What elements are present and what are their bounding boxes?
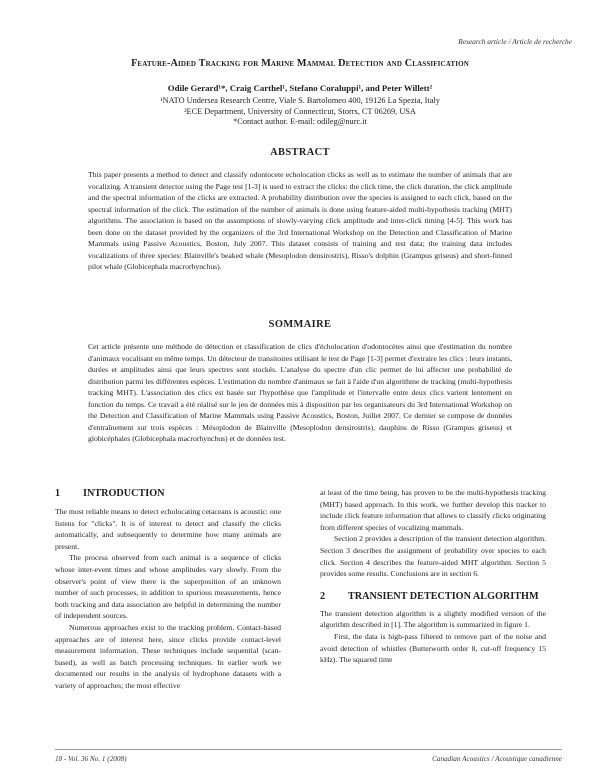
abstract-heading: ABSTRACT [270,147,330,158]
footer-volume: 18 - Vol. 36 No. 1 (2008) [55,755,127,763]
section2-paragraph-1: The transient detection algorithm is a slightly modified version of the algorithm described in [1]. The algorithm is summarized in figure 1. [320,608,546,630]
intro-paragraph-2: The process observed from each animal is a sequence of clicks whose inter-event times and whose amplitudes vary slowly. From the observer's point of view there is the superposition of an unknown number of such processes, in addition to spurious measurements, hence both tracking and data association are helpful in determining the number of independent sources. [55,553,281,621]
intro-number: 1 [55,488,61,499]
right-column [320,487,546,666]
sommaire-heading: SOMMAIRE [268,319,332,330]
intro-continued-paragraph: at least of the time being, has proven to be the multi-hypothesis tracking (MHT) based approach. In this work, we further develop this tracker to include click feature information that allows to classify clicks originating from different species of vocalizing mammals. [320,488,546,532]
section2-paragraph-2: First, the data is high-pass filtered to remove part of the noise and avoid detection of whistles (Butterworth order 8, cut-off frequency 15 kHz). The squared time [320,631,546,665]
contact-author-email[interactable]: *Contact author. E-mail: odileg@nurc.it [233,117,367,126]
section2-title: TRANSIENT DETECTION ALGORITHM [348,590,539,602]
abstract-text: This paper presents a method to detect and classify odontocete echolocation clicks as well as to estimate the number of animals that are vocalizing. A transient detector using the Page test [1-3] is used to extract the clicks: the click time, the click duration, the click amplitude and the spectral information of the clicks are extracted. A probability distribution over the species is assigned to each click, based on the spectral information of the click. The estimation of the number of animals is done using feature-aided multi-hypothesis tracking (MHT) algorithms. The association is based on the assumptions of slowly-varying click amplitude and inter-click timing [4-5]. This work has been done on the dataset provided by the organizers of the 3rd International Workshop on the Detection and Classification of Marine Mammals using Passive Acoustics, Boston, July 2007. This dataset consists of training and test data; the training data includes vocalizations of three species: Blainville's beaked whale (Mesoplodon densirostris), Risso's dolphin (Grampus griseus) and short-finned pilot whale (Globicephala macrorhynchus). [88,170,512,271]
affiliation-uconn: ²ECE Department, University of Connecticut, Storrs, CT 06269, USA [184,107,416,116]
journal-tag: Research article / Article de recherche [458,37,572,46]
footer-divider [55,749,562,750]
footer-journal: Canadian Acoustics / Acoustique canadienne [432,755,562,763]
left-column [55,487,281,692]
section2-number: 2 [320,590,326,602]
author-list: Odile Gerard¹*, Craig Carthel¹, Stefano Coraluppi¹, and Peter Willett² [167,83,433,93]
sommaire-text: Cet article présente une méthode de détection et classification de clics d'écholocation d'odontocètes ainsi que d'estimation du nombre d'animaux vocalisant en même temps. Un détecteur de transitoires utilisant le test de Page [1-3] permet d'extraire les clics : leurs instants, durées et amplitudes ainsi que leurs spectres sont stockés. L'analyse du spectre d'un clic permet de lui affecter une probabilité de distribution parmi les différentes espèces. L'estimation du nombre d'animaux se fait à l'aide d'un algorithme de tracking (multi-hypothesis tracking MHT). L'association des clics est basée sur l'hypothèse que l'amplitude et l'intervalle entre deux clics varient lentement en fonction du temps. Ce travail a été réalisé sur le jeu de données mis à disposition par les organisateurs du 3rd International Workshop on the Detection and Classification of Marine Mammals using Passive Acoustics, Boston, Juillet 2007. Ce dernier se compose de données d'entraînement sur trois espèces : Mésoplodon de Blainville (Mesoplodon densirostris), dauphins de Risso (Grampus griseus) et globicéphales (Globicephala macrorhynchus) et de données test. [88,342,512,443]
paper-title: Feature-Aided Tracking for Marine Mammal Detection and Classification [131,58,469,69]
affiliation-nato: ¹NATO Undersea Research Centre, Viale S. Bartolomeo 400, 19126 La Spezia, Italy [160,96,440,105]
section2-heading [320,590,546,603]
intro-title: INTRODUCTION [83,488,165,499]
section-overview-paragraph: Section 2 provides a description of the transient detection algorithm. Section 3 describes the assignment of probability over species to each click. Section 4 describes the feature-aided MHT algorithm. Section 5 provides some results. Conclusions are in section 6. [320,534,546,579]
intro-paragraph-1: The most reliable means to detect echolocating cetaceans is acoustic: one listens for "clicks". It is of interest to detect and classify the clicks automatically, and subsequently to determine how many animals are present. [55,507,281,551]
intro-paragraph-3: Numerous approaches exist to the tracking problem. Contact-based approaches are of interest here, since clicks provide contact-level measurement information. These techniques include sequential (scan-based), as well as batch processing techniques. In earlier work we documented our results in the analysis of hydrophone datasets with a variety of approaches; the most effective [55,622,281,690]
intro-heading [55,487,281,500]
